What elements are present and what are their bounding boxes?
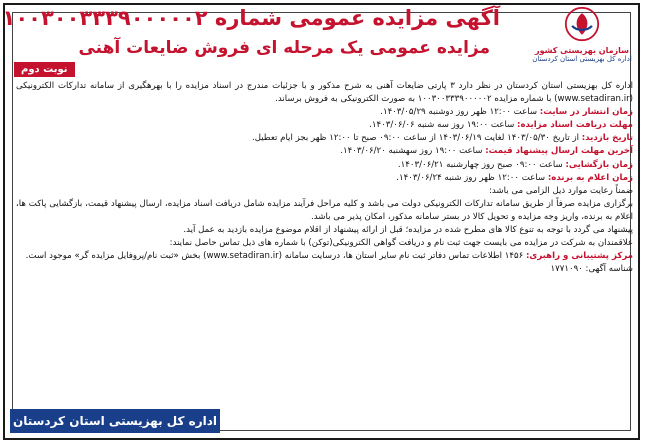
logo-organization-name: سازمان بهزیستی کشور bbox=[534, 46, 629, 55]
schedule-label: زمان اعلام به برنده: bbox=[547, 172, 633, 183]
rules-intro: ضمناً رعایت موارد ذیل الزامی می باشد: bbox=[488, 185, 633, 196]
schedule-winner-announcement bbox=[16, 172, 633, 185]
rules-paragraph-2: پیشنهاد می گردد با توجه به تنوع کالا های مطرح شده در مزایده؛ قبل از ارائه پیشنهاد از اقلام موضوع مزایده بازدید به عمل آید. bbox=[183, 225, 633, 236]
support-text: ۱۴۵۶ اطلاعات تماس دفاتر ثبت نام سایر استان ها، درسایت سامانه (www.setadiran.ir) بخش «ثبت نام/پروفایل مزایده گر» موجود است. bbox=[25, 251, 526, 262]
notice-title: آگهی مزایده عمومی شماره ۱۰۰۳۰۰۳۳۳۹۰۰۰۰۰۲ bbox=[2, 6, 500, 30]
rules-paragraph-3: علاقمندان به شرکت در مزایده می بایست جهت ثبت نام و دریافت گواهی الکترونیکی(توکن) با شماره های ذیل تماس حاصل نمایند: bbox=[169, 238, 633, 249]
notice-body bbox=[16, 80, 633, 276]
schedule-value: ساعت ۱۲:۰۰ ظهر روز دوشنبه ۱۴۰۳/۰۵/۲۹. bbox=[380, 107, 540, 118]
schedule-bid-deadline bbox=[16, 145, 633, 158]
rules-paragraph-1: برگزاری مزایده صرفاً از طریق سامانه تدارکات الکترونیکی دولت می باشد و کلیه مراحل فرآیند مزایده شامل دریافت اسناد مزایده، ارسال پیشنهاد قیمت، بازگشایی پاکت ها، اعلام به برنده، واریز وجه مزایده و تحویل کالا در بستر سامانه مذکور، امکان پذیر می باشد. bbox=[16, 198, 633, 222]
schedule-publish bbox=[16, 106, 633, 119]
intro-line-1: اداره کل بهزیستی استان کردستان در نظر دارد ۳ پارتی ضایعات آهنی به شرح مذکور و با جزئیات مندرج در اسناد bbox=[212, 81, 633, 91]
schedule-value: ساعت ۱۹:۰۰ روز سه شنبه ۱۴۰۳/۰۶/۰۶. bbox=[369, 120, 518, 131]
ad-number: شناسه آگهی: ۱۷۷۱۰۹۰ bbox=[550, 264, 633, 275]
schedule-documents-deadline bbox=[16, 119, 633, 132]
footer-organization-banner: اداره کل بهزیستی استان کردستان bbox=[10, 409, 220, 433]
schedule-opening bbox=[16, 159, 633, 172]
support-label: مرکز پشتیبانی و راهبری: bbox=[526, 251, 633, 262]
schedule-label: آخرین مهلت ارسال پیشنهاد قیمت: bbox=[485, 146, 633, 157]
support-paragraph bbox=[16, 250, 633, 263]
schedule-value: ساعت ۰۹:۰۰ صبح روز چهارشنبه ۱۴۰۳/۰۶/۲۱. bbox=[397, 159, 566, 170]
schedule-value: ساعت ۱۹:۰۰ روز سهشنبه ۱۴۰۳/۰۶/۲۰. bbox=[340, 146, 486, 157]
schedule-value: ساعت ۱۲:۰۰ ظهر روز شنبه ۱۴۰۳/۰۶/۲۴. bbox=[396, 172, 548, 183]
schedule-visit bbox=[16, 132, 633, 145]
schedule-label: زمان بازگشایی: bbox=[565, 159, 633, 170]
logo-organization-subtitle: اداره کل بهزیستی استان کردستان bbox=[532, 55, 632, 63]
schedule-label: تاریخ بازدید: bbox=[581, 133, 633, 144]
schedule-label: مهلت دریافت اسناد مزایده: bbox=[517, 120, 633, 131]
intro-line-2: مزایده را با بهرهگیری از سامانه تدارکات الکترونیکی (www.setadiran.ir) با شماره مزایده ۱۰۰۳۰۰۳۳۳۹۰۰۰۰۰۲ به صورت الکترونیکی bbox=[16, 81, 633, 105]
intro-line-3: به فروش برساند. bbox=[275, 94, 338, 105]
notice-subtitle: مزایده عمومی یک مرحله ای فروش ضایعات آهنی bbox=[78, 38, 490, 58]
intro-paragraph bbox=[16, 80, 633, 106]
schedule-value: از تاریخ ۱۴۰۳/۰۵/۳۰ لغایت ۱۴۰۳/۰۶/۱۹ از ساعت ۰۹:۰۰ صبح تا ۱۲:۰۰ ظهر بجز ایام تعطیل. bbox=[251, 133, 582, 144]
welfare-logo-icon bbox=[564, 6, 600, 42]
round-badge: نوبت دوم bbox=[14, 62, 75, 77]
schedule-label: زمان انتشار در سایت: bbox=[539, 107, 633, 118]
organization-logo bbox=[527, 6, 637, 76]
